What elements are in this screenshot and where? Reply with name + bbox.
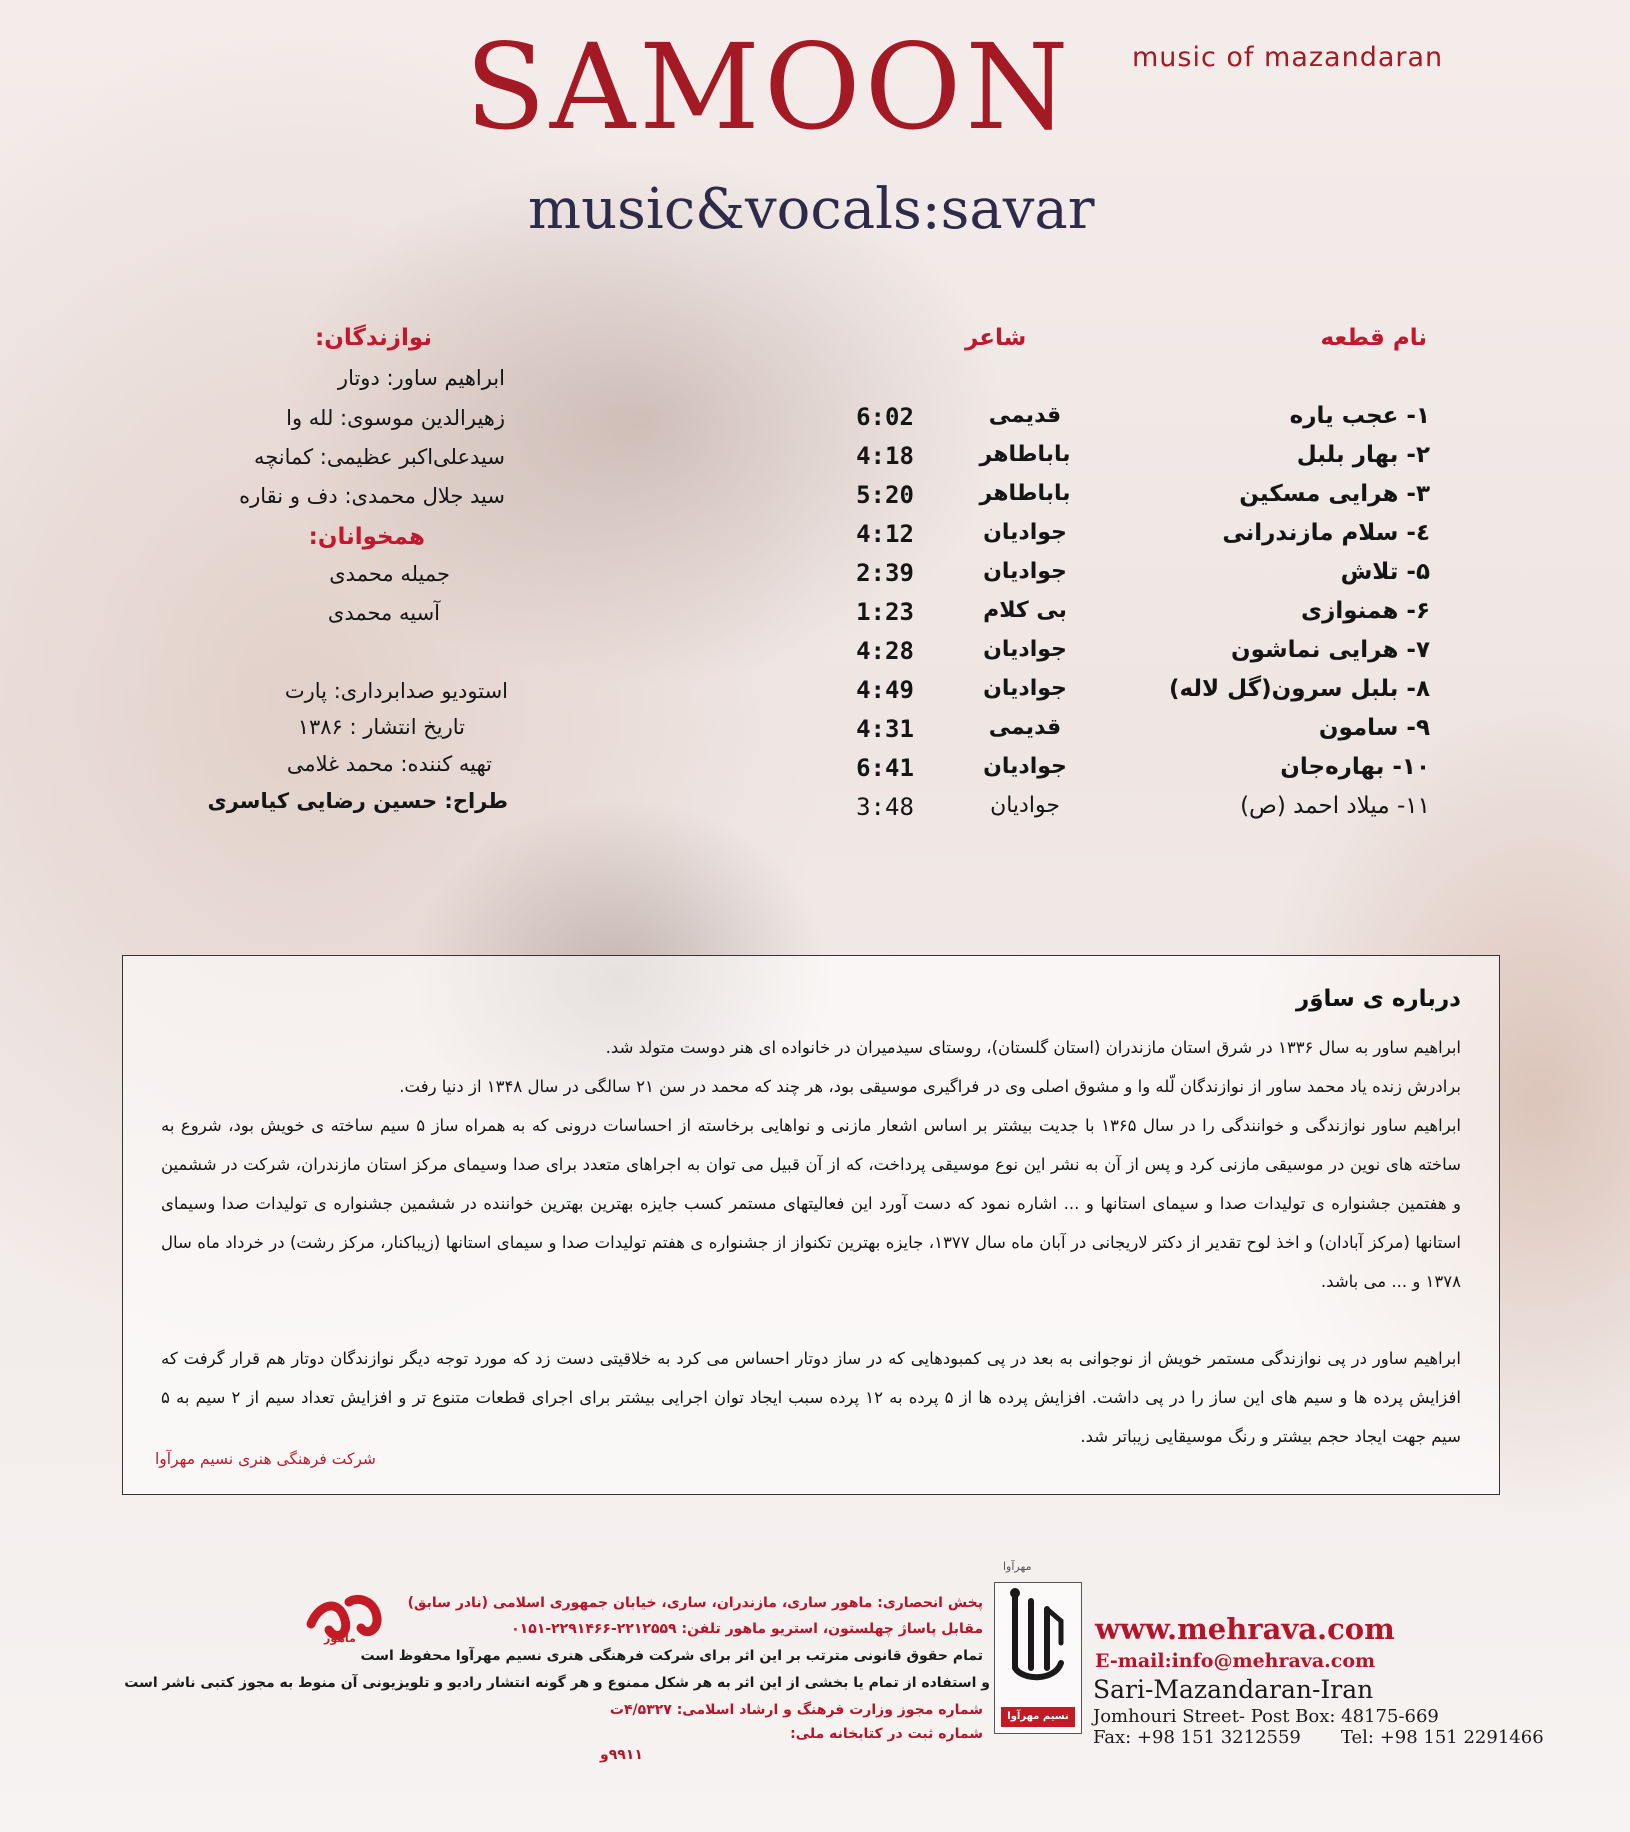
track-name: ۶- همنوازی <box>1301 598 1430 624</box>
address-city: Sari-Mazandaran-Iran <box>1093 1675 1374 1704</box>
track-name: ۲- بهار بلبل <box>1296 442 1430 468</box>
track-duration: 4:28 <box>856 637 914 665</box>
website-link[interactable]: www.mehrava.com <box>1095 1612 1395 1646</box>
track-poet: جوادیان <box>983 520 1067 545</box>
track-poet: بی کلام <box>983 598 1067 623</box>
about-paragraph: ابراهیم ساور در پی نوازندگی مستمر خویش از نوجوانی به بعد در پی کمبودهایی که در ساز دوتار احساس می کرد به خلاقیتی دست زد که مورد توجه دیگر نوازندگان دوتار هم قرار گرفت که افزایش پرده ها و سیم های این ساز را در پی داشت. افزایش پرده ها از ۵ پرده به ۱۲ پرده سبب ایجاد توان اجرایی بیشتر برای اجرای قطعات متنوع تر و افزایش تعداد سیم از ۲ سیم به ۵ سیم جهت ایجاد حجم بیشتر و رنگ موسیقایی زیباتر شد. <box>161 1349 1461 1446</box>
rights-line: و استفاده از تمام یا بخشی از این اثر به هر شکل ممنوع و هر گونه انتشار رادیو و تلویزیونی آن منوط به مجوز کتبی ناشر است <box>124 1675 990 1691</box>
production-line: استودیو صدابرداری: پارت <box>284 679 508 703</box>
track-duration: 1:23 <box>856 598 914 626</box>
about-paragraph: ابراهیم ساور نوازندگی و خوانندگی را در سال ۱۳۶۵ با جدیت بیشتر بر اساس اشعار مازنی و نواهایی برخاسته از احساسات درونی که به همراه ساز ۵ سیم ساخته ی خویش بود، شروع به ساخته های نوین در موسیقی مازنی کرد و پس از آن به نشر این نوع موسیقی پرداخت، که از آن قبیل می توان به اجراهای متعدد برای صدا وسیمای مرکز استان مازندران، شرکت در ششمین و هفتمین جشنواره ی تولیدات صدا و سیمای استانها و ... اشاره نمود که دست آورد این فعالیتهای مستمر کسب جایزه بهترین بهترین خواننده در ششمین جشنواره ی تولیدات صدا وسیمای استانها (مرکز آبادان) و اخذ لوح تقدیر از دکتر لاریجانی در آبان ماه سال ۱۳۷۷، جایزه بهترین تکنواز از جشنواره ی هفتم تولیدات صدا و سیمای استانها (زیباکنار، مرکز رشت) در خرداد ماه سال ۱۳۷۸ و ... می باشد. <box>161 1116 1461 1291</box>
musician-line: سید جلال محمدی: دف و نقاره <box>239 484 505 508</box>
musicians-heading: نوازندگان: <box>315 325 432 351</box>
track-name: ٤- سلام مازندرانی <box>1222 520 1430 546</box>
track-poet: جوادیان <box>990 793 1060 818</box>
company-signature: شرکت فرهنگی هنری نسیم مهرآوا <box>155 1450 376 1468</box>
distribution-line: پخش انحصاری: ماهور ساری، مازندران، ساری، خیابان جمهوری اسلامی (نادر سابق) <box>407 1595 983 1611</box>
vocalists-heading: همخوانان: <box>308 524 425 550</box>
mehrava-logo-label: مهرآوا <box>1003 1560 1032 1573</box>
track-duration: 4:18 <box>856 442 914 470</box>
mehrava-logo-icon <box>995 1583 1081 1703</box>
track-name: ۱۰- بهاره‌جان <box>1280 754 1430 780</box>
track-name: ۸- بلبل سرون(گل لاله) <box>1168 676 1430 702</box>
about-heading: درباره ی ساوَر <box>1295 986 1461 1012</box>
album-title: SAMOON <box>465 18 1073 156</box>
track-poet: قدیمی <box>988 403 1062 428</box>
about-paragraph: ابراهیم ساور به سال ۱۳۳۶ در شرق استان مازندران (استان گلستان)، روستای سیدمیران در خانواده ای هنر دوست متولد شد. <box>605 1038 1461 1057</box>
tel-number: Tel: +98 151 2291466 <box>1340 1727 1544 1748</box>
track-poet: قدیمی <box>988 715 1062 740</box>
production-line: طراح: حسین رضایی کیاسری <box>207 789 508 813</box>
library-number: ۹۹۱۱و <box>600 1747 643 1763</box>
track-name: ۳- هرایی مسکین <box>1239 481 1430 507</box>
poet-column-heading: شاعر <box>965 325 1027 351</box>
rights-line: تمام حقوق قانونی مترتب بر این اثر برای شرکت فرهنگی هنری نسیم مهرآوا محفوظ است <box>360 1648 983 1664</box>
track-duration: 4:31 <box>856 715 914 743</box>
distribution-address: مقابل پاساژ چهلستون، استریو ماهور تلفن: ۲۲۱۲۵۵۹-۲۲۹۱۴۶۶-۰۱۵۱ <box>511 1621 983 1637</box>
track-duration: 2:39 <box>856 559 914 587</box>
musician-line: زهیرالدین موسوی: لله وا <box>286 406 505 430</box>
track-poet: جوادیان <box>983 637 1067 662</box>
artist-credit: music&vocals:savar <box>528 177 1095 242</box>
about-paragraph: برادرش زنده یاد محمد ساور از نوازندگان لّله وا و مشوق اصلی وی در فراگیری موسیقی بود، هر چند که محمد در سن ۲۱ سالگی در سال ۱۳۴۸ از دنیا رفت. <box>399 1077 1461 1096</box>
mehrava-caption: نسیم مهرآوا <box>1001 1707 1075 1727</box>
fax-number: Fax: +98 151 3212559 <box>1093 1727 1301 1748</box>
track-name: ۱- عجب یاره <box>1289 403 1430 429</box>
license-line: شماره مجوز وزارت فرهنگ و ارشاد اسلامی: ۴/۵۳۲۷ت <box>609 1702 983 1718</box>
about-text <box>161 1028 1461 1456</box>
vocalist-line: جمیله محمدی <box>329 562 450 586</box>
track-poet: باباطاهر <box>979 442 1071 467</box>
track-duration: 6:41 <box>856 754 914 782</box>
track-duration: 5:20 <box>856 481 914 509</box>
track-duration: 3:48 <box>856 793 914 821</box>
production-line: تاریخ انتشار : ۱۳۸۶ <box>297 715 465 739</box>
library-line: شماره ثبت در کتابخانه ملی: <box>790 1726 983 1742</box>
contact-phones <box>1093 1727 1584 1748</box>
production-line: تهیه کننده: محمد غلامی <box>286 752 492 776</box>
track-duration: 4:49 <box>856 676 914 704</box>
track-poet: جوادیان <box>983 559 1067 584</box>
track-column-heading: نام قطعه <box>1320 325 1427 351</box>
track-name: ۷- هرایی نماشون <box>1230 637 1430 663</box>
address-street: Jomhouri Street- Post Box: 48175-669 <box>1093 1706 1439 1727</box>
track-poet: جوادیان <box>983 754 1067 779</box>
mahour-logo-label: ماهور <box>324 1632 356 1645</box>
track-duration: 4:12 <box>856 520 914 548</box>
track-duration: 6:02 <box>856 403 914 431</box>
track-name: ۱۱- میلاد احمد (ص) <box>1240 793 1430 819</box>
track-name: ۹- سامون <box>1318 715 1430 741</box>
track-name: ۵- تلاش <box>1340 559 1430 585</box>
about-box <box>122 955 1500 1495</box>
mehrava-logo <box>994 1582 1082 1734</box>
album-subtitle: music of mazandaran <box>1132 42 1444 73</box>
track-poet: جوادیان <box>983 676 1067 701</box>
track-poet: باباطاهر <box>979 481 1071 506</box>
vocalist-line: آسیه محمدی <box>327 601 440 625</box>
musician-line: ابراهیم ساور: دوتار <box>337 366 505 390</box>
musician-line: سیدعلی‌اکبر عظیمی: کمانچه <box>253 445 505 469</box>
email-link[interactable]: E-mail:info@mehrava.com <box>1095 1650 1376 1672</box>
